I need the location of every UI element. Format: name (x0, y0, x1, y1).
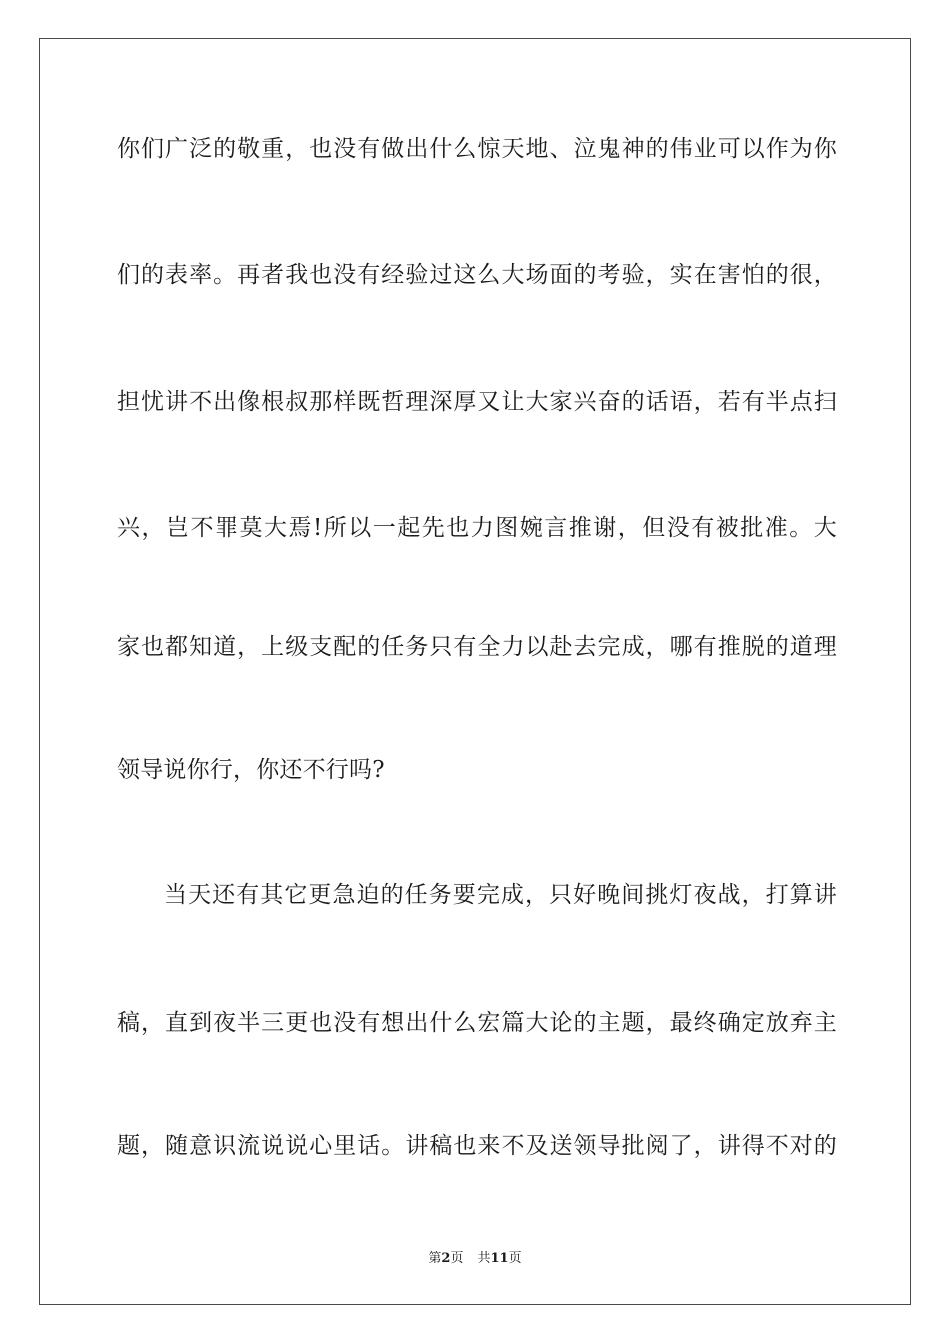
text-line: 你们广泛的敬重，也没有做出什么惊天地、泣鬼神的伟业可以作为你 (117, 136, 837, 162)
total-pages: 11 (490, 1251, 509, 1266)
paragraph-first-line: 当天还有其它更急迫的任务要完成，只好晚间挑灯夜战，打算讲 (164, 882, 837, 908)
text-line: 担忧讲不出像根叔那样既哲理深厚又让大家兴奋的话语，若有半点扫 (117, 389, 837, 415)
page-suffix: 页 (450, 1251, 464, 1266)
page-border (39, 38, 911, 1305)
page-number: 2 (441, 1251, 451, 1266)
text-line: 领导说你行，你还不行吗? (117, 757, 385, 783)
total-suffix: 页 (508, 1251, 522, 1266)
text-line: 家也都知道，上级支配的任务只有全力以赴去完成，哪有推脱的道理 (117, 634, 837, 660)
text-line: 们的表率。再者我也没有经验过这么大场面的考验，实在害怕的很， (117, 262, 837, 288)
page-footer (0, 1247, 950, 1266)
total-prefix: 共 (477, 1251, 491, 1266)
text-line: 题，随意识流说说心里话。讲稿也来不及送领导批阅了，讲得不对的 (117, 1133, 837, 1159)
page-prefix: 第 (428, 1251, 442, 1266)
text-line: 兴，岂不罪莫大焉!所以一起先也力图婉言推谢，但没有被批准。大 (117, 515, 837, 541)
text-line: 稿，直到夜半三更也没有想出什么宏篇大论的主题，最终确定放弃主 (117, 1010, 837, 1036)
